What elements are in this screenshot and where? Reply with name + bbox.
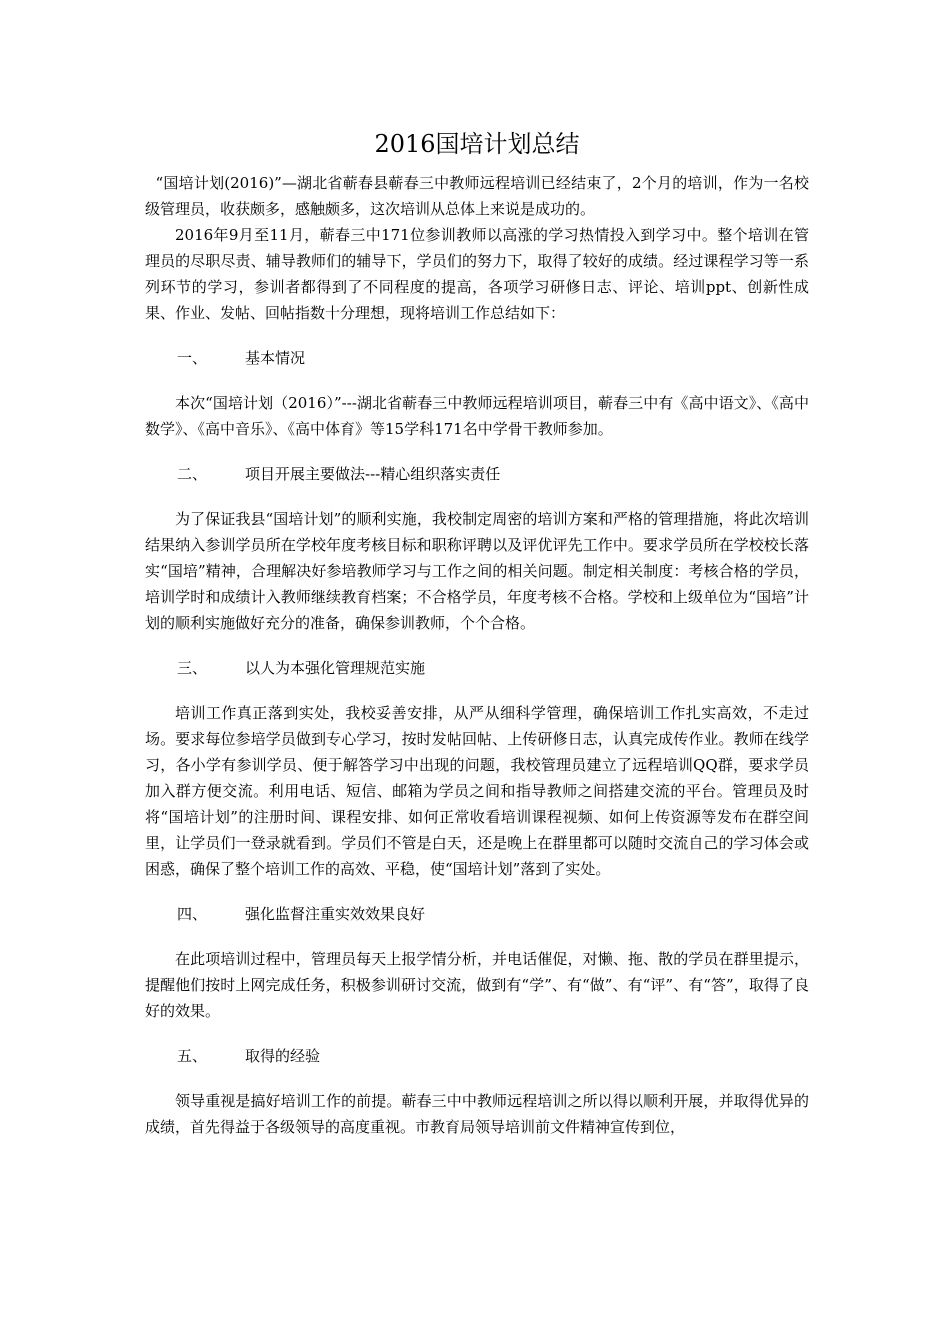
- section-number: 一、: [177, 349, 208, 367]
- intro-paragraph-2: 2016年9月至11月，蕲春三中171位参训教师以高涨的学习热情投入到学习中。整个培训在管理员的尽职尽责、辅导教师们的辅导下，学员们的努力下，取得了较好的成绩。经过课程学习等一系列环节的学习，参训者都得到了不同程度的提高，各项学习研修日志、评论、培训ppt、创新性成果、作业、发帖、回帖指数十分理想，现将培训工作总结如下：: [145, 226, 809, 322]
- intro-paragraph-1: “国培计划(2016)”—湖北省蕲春县蕲春三中教师远程培训已经结束了，2个月的培训，作为一名校级管理员，收获颇多，感触颇多，这次培训从总体上来说是成功的。: [145, 174, 809, 218]
- section-body-1: 本次“国培计划（2016）”---湖北省蕲春三中教师远程培训项目，蕲春三中有《高中语文》、《高中数学》、《高中音乐》、《高中体育》等15学科171名中学骨干教师参加。: [145, 394, 809, 438]
- section-heading-3: [145, 655, 809, 681]
- section-number: 二、: [177, 465, 208, 483]
- section-heading-4: [145, 901, 809, 927]
- document-page: [145, 128, 809, 1140]
- section-title: 强化监督注重实效效果良好: [245, 905, 426, 923]
- section-number: 五、: [177, 1047, 208, 1065]
- section-title: 基本情况: [245, 349, 306, 367]
- section-body-2: 为了保证我县“国培计划”的顺利实施，我校制定周密的培训方案和严格的管理措施，将此次培训结果纳入参训学员所在学校年度考核目标和职称评聘以及评优评先工作中。要求学员所在学校校长落实“国培”精神，合理解决好参培教师学习与工作之间的相关问题。制定相关制度：考核合格的学员，培训学时和成绩计入教师继续教育档案；不合格学员，年度考核不合格。学校和上级单位为“国培”计划的顺利实施做好充分的准备，确保参训教师，个个合格。: [145, 510, 809, 632]
- section-body-3: 培训工作真正落到实处，我校妥善安排，从严从细科学管理，确保培训工作扎实高效，不走过场。要求每位参培学员做到专心学习，按时发帖回帖、上传研修日志，认真完成传作业。教师在线学习，各小学有参训学员、便于解答学习中出现的问题，我校管理员建立了远程培训QQ群，要求学员加入群方便交流。利用电话、短信、邮箱为学员之间和指导教师之间搭建交流的平台。管理员及时将“国培计划”的注册时间、课程安排、如何正常收看培训课程视频、如何上传资源等发布在群空间里，让学员们一登录就看到。学员们不管是白天，还是晚上在群里都可以随时交流自己的学习体会或困惑，确保了整个培训工作的高效、平稳，使“国培计划”落到了实处。: [145, 704, 809, 878]
- section-heading-1: [145, 345, 809, 371]
- section-heading-2: [145, 461, 809, 487]
- section-number: 三、: [177, 659, 208, 677]
- section-body-4: 在此项培训过程中，管理员每天上报学情分析，并电话催促，对懒、拖、散的学员在群里提示，提醒他们按时上网完成任务，积极参训研讨交流，做到有“学”、有“做”、有“评”、有“答”，取得了良好的效果。: [145, 950, 809, 1020]
- section-number: 四、: [177, 905, 208, 923]
- document-title: 2016国培计划总结: [374, 130, 580, 158]
- section-title: 以人为本强化管理规范实施: [245, 659, 426, 677]
- section-title: 项目开展主要做法---精心组织落实责任: [245, 465, 501, 483]
- section-heading-5: [145, 1043, 809, 1069]
- section-title: 取得的经验: [245, 1047, 321, 1065]
- section-body-5: 领导重视是搞好培训工作的前提。蕲春三中中教师远程培训之所以得以顺利开展，并取得优异的成绩，首先得益于各级领导的高度重视。市教育局领导培训前文件精神宣传到位，: [145, 1092, 809, 1136]
